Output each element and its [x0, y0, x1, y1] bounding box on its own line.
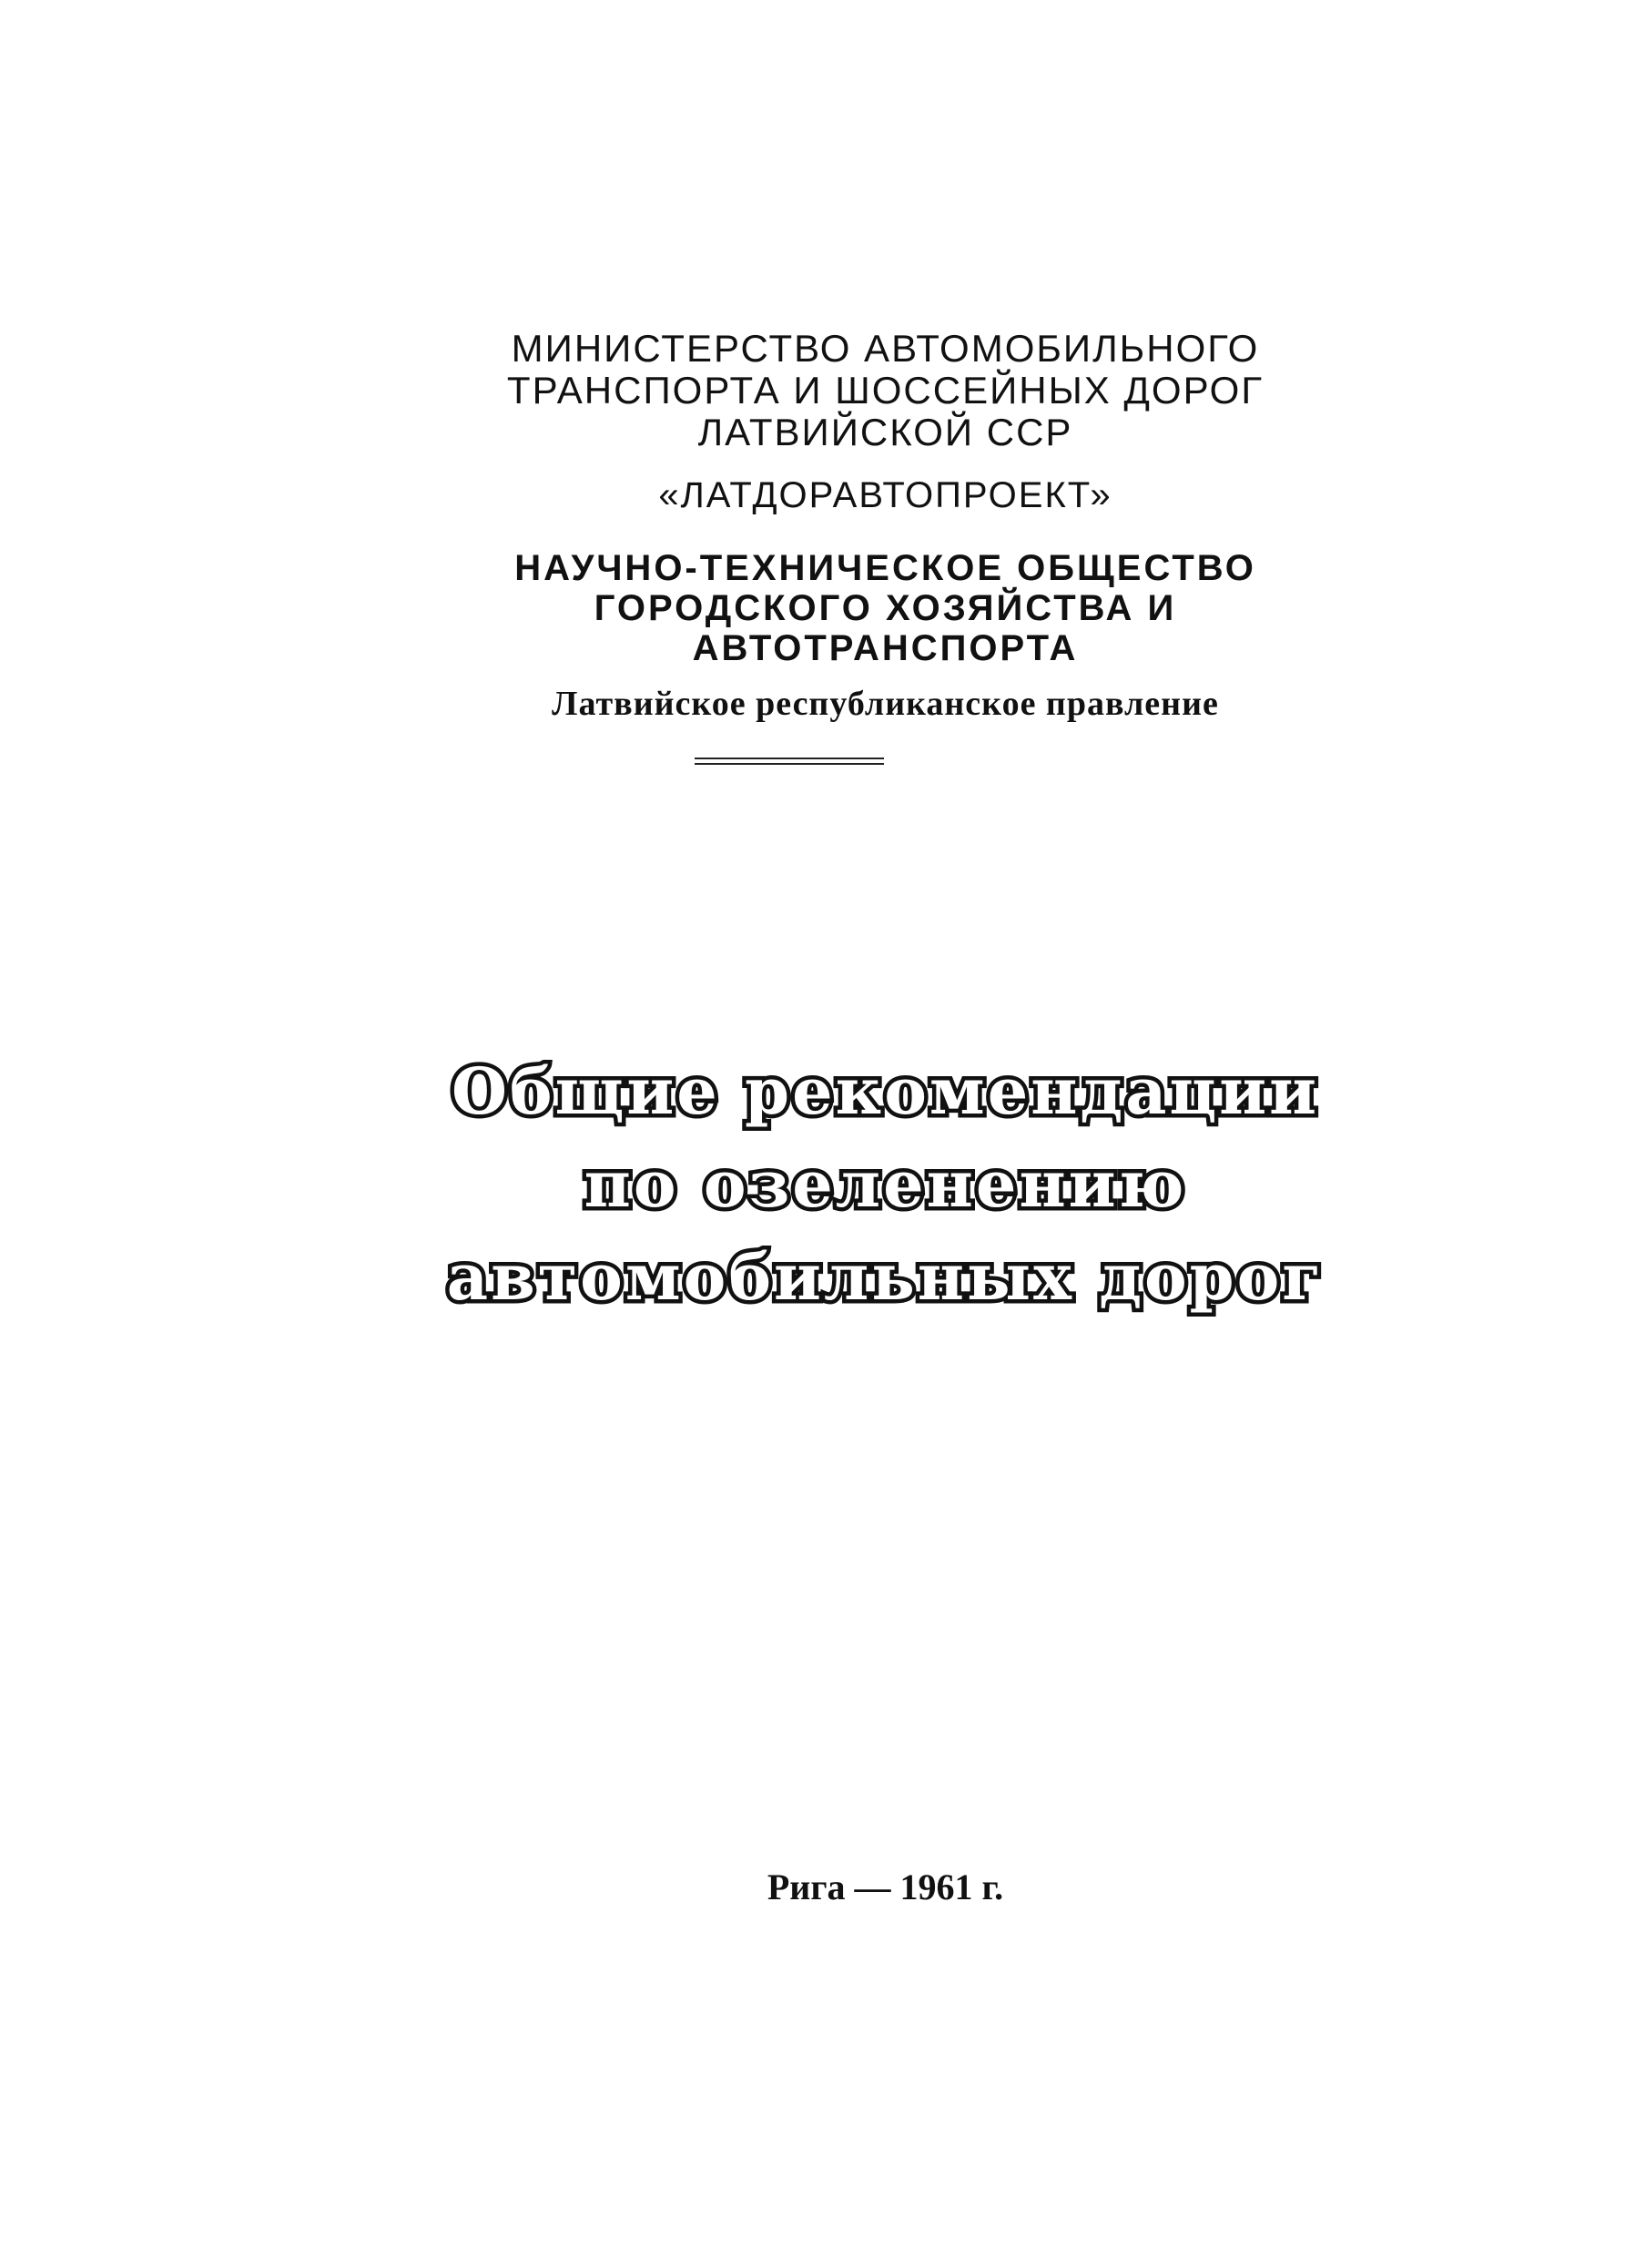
ministry-line: ТРАНСПОРТА И ШОССЕЙНЫХ ДОРОГ: [506, 369, 1264, 412]
divider-rule: [695, 763, 884, 765]
title-line: Общие рекомендации: [451, 1053, 1320, 1129]
title-line: по озеленению: [584, 1146, 1187, 1222]
document-title: [73, 1045, 1625, 1324]
society-heading: [73, 548, 1625, 668]
society-line: ГОРОДСКОГО ХОЗЯЙСТВА И: [594, 588, 1177, 628]
divider-rule: [695, 758, 884, 759]
organization-name: «ЛАТДОРАВТОПРОЕКТ»: [658, 475, 1112, 515]
ministry-heading: [73, 328, 1625, 453]
society-line: НАУЧНО-ТЕХНИЧЕСКОЕ ОБЩЕСТВО: [514, 548, 1256, 588]
ministry-line: ЛАТВИЙСКОЙ ССР: [697, 411, 1073, 453]
board-name: Латвийское республиканское правление: [552, 685, 1219, 723]
ministry-line: МИНИСТЕРСТВО АВТОМОБИЛЬНОГО: [511, 327, 1260, 370]
imprint: Рига — 1961 г.: [767, 1866, 1004, 1907]
title-line: автомобильных дорог: [446, 1239, 1325, 1315]
society-line: АВТОТРАНСПОРТА: [692, 628, 1079, 668]
